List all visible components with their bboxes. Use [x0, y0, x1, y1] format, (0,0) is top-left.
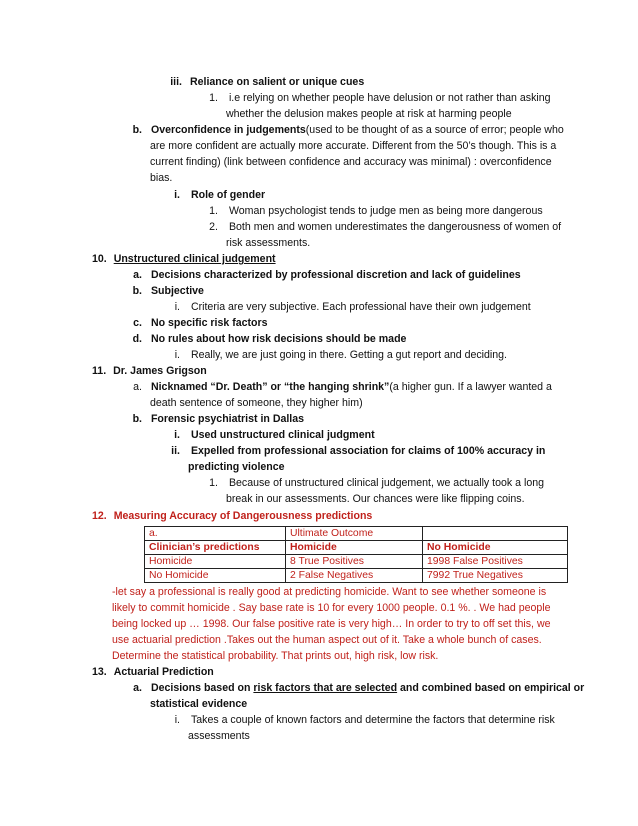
item-text: i.e relying on whether people have delusion or not rather than asking: [228, 92, 551, 104]
item-text: Takes a couple of known factors and determine the factors that determine risk: [190, 714, 555, 726]
item-heading: Expelled from professional association for claims of 100% accuracy in: [190, 445, 546, 457]
section-title: Measuring Accuracy of Dangerousness predictions: [113, 510, 373, 522]
item-heading: Subjective: [150, 285, 204, 297]
outline-item-10b: [132, 284, 204, 298]
item-heading: Nicknamed “Dr. Death” or “the hanging shrink”: [150, 381, 390, 393]
item-marker: d.: [132, 333, 142, 345]
table-header-cell: No Homicide: [423, 541, 568, 555]
item-text: Really, we are just going in there. Getting a gut report and deciding.: [190, 349, 507, 361]
outline-item-13a-i: [170, 713, 555, 727]
item-marker: a.: [133, 682, 142, 694]
table-cell: Ultimate Outcome: [286, 527, 423, 541]
item-text: Criteria are very subjective. Each professional have their own judgement: [190, 301, 531, 313]
section-title: Dr. James Grigson: [113, 365, 207, 377]
outline-item-10d-i: [170, 348, 507, 362]
table-cell: 1998 False Positives: [423, 555, 568, 569]
accuracy-table: [144, 526, 568, 583]
section-number: 10.: [92, 253, 107, 265]
outline-item-role-of-gender: [170, 188, 265, 202]
section-11-heading: [92, 364, 207, 378]
table-cell: No Homicide: [145, 569, 286, 583]
outline-item-13a: [132, 681, 584, 695]
outline-item-iii: [164, 75, 364, 89]
item-text: (a higher gun. If a lawyer wanted a: [389, 381, 552, 393]
item-marker: i.: [174, 429, 180, 441]
outline-item-10a: [132, 268, 521, 282]
outline-item-11b-ii-1: [206, 476, 544, 490]
table-row: [145, 569, 568, 583]
item-heading-continued: predicting violence: [188, 461, 285, 473]
note-line: likely to commit homicide . Say base rate is 10 for every 1000 people. 0.1 %. . We had people: [112, 602, 551, 614]
outline-item-10b-i: [170, 300, 531, 314]
section-number: 13.: [92, 666, 107, 678]
item-marker: 1.: [209, 205, 218, 217]
section-13-heading: [92, 665, 214, 679]
outline-item-10c: [132, 316, 268, 330]
item-marker: a.: [133, 269, 142, 281]
item-text-continued: are more confident are actually more accurate. Different from the 50’s though. This is a: [150, 140, 557, 152]
item-marker: b.: [132, 413, 142, 425]
item-heading: Forensic psychiatrist in Dallas: [150, 413, 305, 425]
outline-item-10d: [132, 332, 406, 346]
table-cell: 2 False Negatives: [286, 569, 423, 583]
item-marker: b.: [132, 285, 142, 297]
item-text-continued: death sentence of someone, they higher him): [150, 397, 363, 409]
item-text-continued: whether the delusion makes people at risk at harming people: [226, 108, 512, 120]
note-line: use actuarial prediction .Takes out the human aspect out of it. Take a whole bunch of cases.: [112, 634, 542, 646]
item-marker: iii.: [170, 76, 182, 88]
outline-item-11b: [132, 412, 304, 426]
item-text-continued: risk assessments.: [226, 237, 311, 249]
item-marker: b.: [132, 124, 142, 136]
table-cell: [423, 527, 568, 541]
item-marker: i.: [174, 301, 180, 313]
item-marker: a.: [133, 381, 142, 393]
table-header-cell: Homicide: [286, 541, 423, 555]
item-heading-underlined: risk factors that are selected: [253, 682, 398, 694]
item-heading-continued: statistical evidence: [150, 698, 248, 710]
table-header-row: [145, 541, 568, 555]
section-12-heading: [92, 509, 372, 523]
table-cell: a.: [145, 527, 286, 541]
item-heading: No rules about how risk decisions should be made: [150, 333, 407, 345]
item-text-continued: bias.: [150, 172, 173, 184]
table-cell: 7992 True Negatives: [423, 569, 568, 583]
item-text: (used to be thought of as a source of error; people who: [305, 124, 564, 136]
table-cell: 8 True Positives: [286, 555, 423, 569]
outline-item-b-overconfidence: [132, 123, 564, 137]
table-row: [145, 527, 568, 541]
item-marker: 1.: [209, 477, 218, 489]
item-text: Both men and women underestimates the dangerousness of women of: [228, 221, 562, 233]
item-marker: c.: [133, 317, 142, 329]
item-text-continued: current finding) (link between confidence and accuracy was minimal) : overconfidence: [150, 156, 552, 168]
item-heading: Overconfidence in judgements: [150, 124, 306, 136]
table-cell: Homicide: [145, 555, 286, 569]
outline-item-gender-1: [206, 204, 543, 218]
item-text-continued: assessments: [188, 730, 250, 742]
item-heading: Role of gender: [190, 189, 266, 201]
section-number: 12.: [92, 510, 107, 522]
section-10-heading: [92, 252, 276, 266]
outline-item-11a: [132, 380, 552, 394]
item-heading: Used unstructured clinical judgment: [190, 429, 375, 441]
note-line: Determine the statistical probability. That prints out, high risk, low risk.: [112, 650, 439, 662]
item-marker: 1.: [209, 92, 218, 104]
item-heading: and combined based on empirical or: [397, 682, 585, 694]
item-marker: i.: [174, 189, 180, 201]
table-header-cell: Clinician’s predictions: [145, 541, 286, 555]
item-text: Because of unstructured clinical judgement, we actually took a long: [228, 477, 545, 489]
item-heading: Decisions characterized by professional discretion and lack of guidelines: [150, 269, 521, 281]
item-marker: 2.: [209, 221, 218, 233]
table-row: [145, 555, 568, 569]
item-marker: ii.: [171, 445, 180, 457]
section-number: 11.: [92, 365, 107, 377]
note-line: being locked up … 1998. Our false positive rate is very high… In order to try to off set this, we: [112, 618, 551, 630]
item-heading: Reliance on salient or unique cues: [189, 76, 365, 88]
item-heading: No specific risk factors: [150, 317, 268, 329]
section-title: Unstructured clinical judgement: [113, 253, 276, 265]
section-title: Actuarial Prediction: [113, 666, 214, 678]
outline-item-11b-ii: [164, 444, 545, 458]
item-marker: i.: [174, 714, 180, 726]
item-text: Woman psychologist tends to judge men as being more dangerous: [228, 205, 543, 217]
outline-item-iii-1: [206, 91, 551, 105]
outline-item-gender-2: [206, 220, 561, 234]
item-text-continued: break in our assessments. Our chances were like flipping coins.: [226, 493, 525, 505]
item-heading: Decisions based on: [150, 682, 254, 694]
note-line: -let say a professional is really good at predicting homicide. Want to see whether someone is: [112, 586, 547, 598]
outline-item-11b-i: [170, 428, 375, 442]
item-marker: i.: [174, 349, 180, 361]
